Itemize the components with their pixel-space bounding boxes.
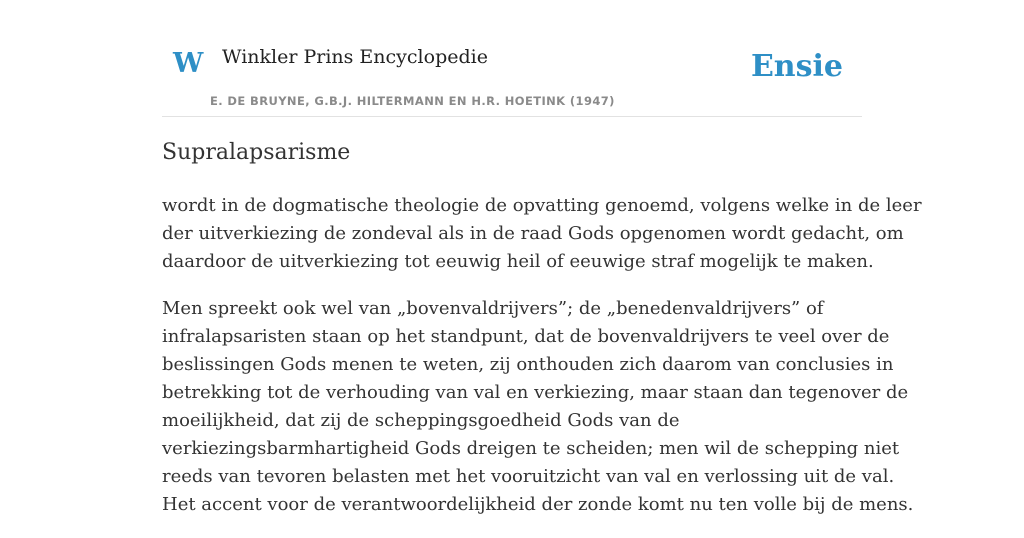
ensie-logo-link[interactable]: Ensie [750, 49, 843, 84]
paragraph-line: Men spreekt ook wel van „bovenvaldrijvers”; de „benedenvaldrijvers” of [162, 298, 824, 319]
article-paragraph [162, 295, 914, 519]
paragraph-line: wordt in de dogmatische theologie de opvatting genoemd, volgens welke in de leer [162, 195, 922, 216]
article-body [162, 192, 922, 538]
article-paragraph [162, 192, 922, 276]
paragraph-line: der uitverkiezing de zondeval als in de raad Gods opgenomen wordt gedacht, om [162, 223, 904, 244]
paragraph-line: beslissingen Gods menen te weten, zij onthouden zich daarom van conclusies in [162, 354, 894, 375]
paragraph-line: moeilijkheid, dat zij de scheppingsgoedheid Gods van de [162, 410, 680, 431]
article-title: Supralapsarisme [162, 140, 351, 165]
paragraph-line: infralapsaristen staan op het standpunt, dat de bovenvaldrijvers te veel over de [162, 326, 890, 347]
paragraph-line: daardoor de uitverkiezing tot eeuwig heil of eeuwige straf mogelijk te maken. [162, 251, 874, 272]
paragraph-line: Het accent voor de verantwoordelijkheid der zonde komt nu ten volle bij de mens. [162, 494, 914, 515]
paragraph-line: betrekking tot de verhouding van val en verkiezing, maar staan dan tegenover de [162, 382, 909, 403]
publication-title[interactable]: Winkler Prins Encyclopedie [222, 46, 488, 68]
site-header [162, 0, 862, 117]
winkler-prins-logo-icon: W [173, 48, 204, 79]
paragraph-line: reeds van tevoren belasten met het vooruitzicht van val en verlossing uit de val. [162, 466, 895, 487]
paragraph-line: verkiezingsbarmhartigheid Gods dreigen te scheiden; men wil de schepping niet [162, 438, 900, 459]
publication-authors: E. DE BRUYNE, G.B.J. HILTERMANN EN H.R. HOETINK (1947) [210, 94, 615, 108]
